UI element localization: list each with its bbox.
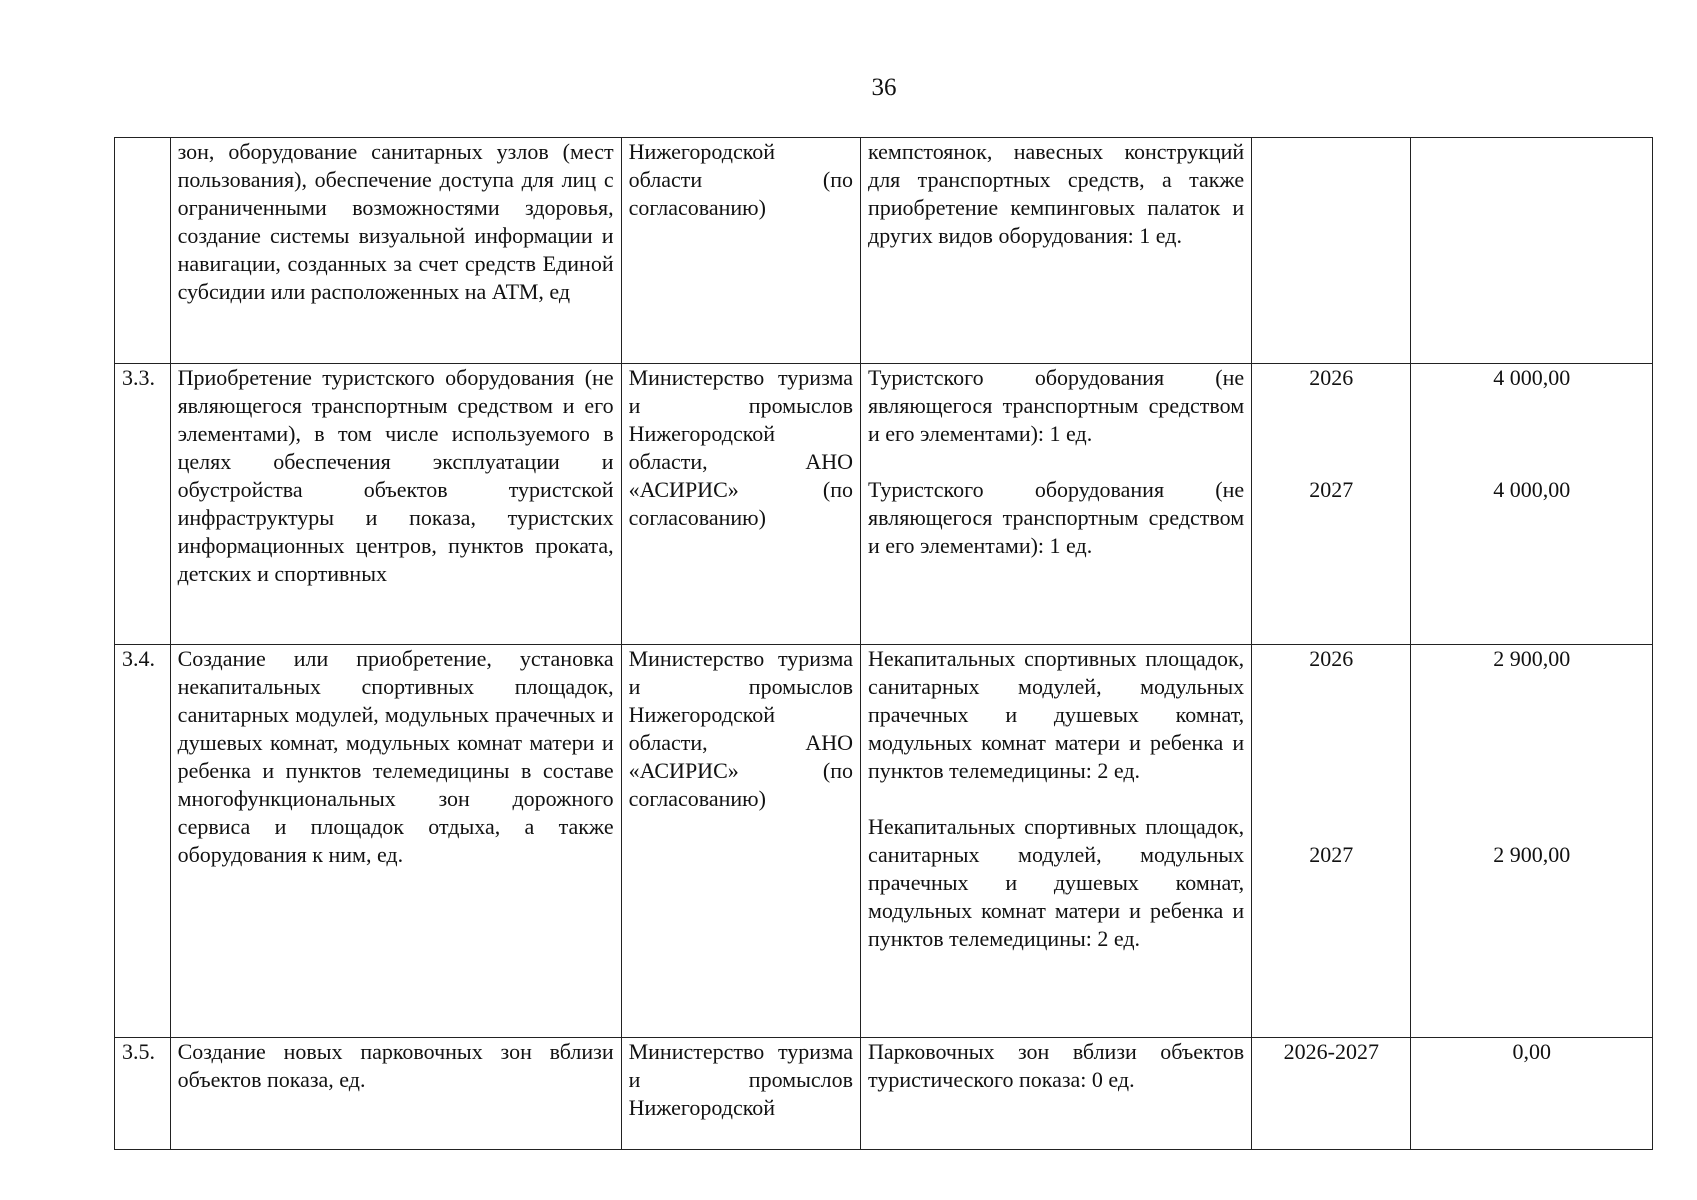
result-cell: [861, 1038, 1252, 1150]
result-text: кемпстоянок, навесных конструкций для транспортных средств, а также приобретение кемпинговых палаток и других видов оборудования: 1 ед.: [868, 139, 1245, 248]
sum-value: 4 000,00: [1493, 365, 1571, 390]
result-text: Некапитальных спортивных площадок, санитарных модулей, модульных прачечных и душевых комнат, модульных комнат матери и ребенка и пунктов телемедицины: 2 ед.: [868, 646, 1245, 783]
sum-cell: [1411, 645, 1653, 1038]
result-cell: [861, 138, 1252, 364]
sum-cell: [1411, 364, 1653, 645]
executor-cell: Министерство туризма и промыслов Нижегородской: [621, 1038, 860, 1150]
page-number: 36: [871, 74, 897, 101]
result-text: Парковочных зон вблизи объектов туристического показа: 0 ед.: [868, 1039, 1245, 1092]
year-cell: [1252, 1038, 1411, 1150]
result-cell: [861, 645, 1252, 1038]
measures-table: [114, 137, 1653, 1150]
year-value: 2026-2027: [1283, 1039, 1379, 1064]
sum-value: 2 900,00: [1493, 842, 1571, 867]
year-value: 2027: [1309, 842, 1354, 867]
activity-cell: Создание новых парковочных зон вблизи объектов показа, ед.: [170, 1038, 621, 1150]
year-value: 2026: [1309, 365, 1354, 390]
sum-value: 2 900,00: [1493, 646, 1571, 671]
activity-cell: Создание или приобретение, установка некапитальных спортивных площадок, санитарных модулей, модульных прачечных и душевых комнат, модульных комнат матери и ребенка и пунктов телемедицины в составе многофункциональных зон дорожного сервиса и площадок отдыха, а также оборудования к ним, ед.: [170, 645, 621, 1038]
executor-cell: Министерство туризма и промыслов Нижегородской области, АНО «АСИРИС» (по согласованию): [621, 645, 860, 1038]
result-cell: [861, 364, 1252, 645]
table-row: [115, 645, 1653, 1038]
sum-value: 4 000,00: [1493, 477, 1571, 502]
year-cell: [1252, 138, 1411, 364]
sum-cell: [1411, 138, 1653, 364]
result-text: Туристского оборудования (не являющегося транспортным средством и его элементами): 1 ед.: [868, 477, 1245, 558]
row-number: 3.3.: [115, 364, 171, 645]
row-number: 3.5.: [115, 1038, 171, 1150]
result-text: Туристского оборудования (не являющегося транспортным средством и его элементами): 1 ед.: [868, 365, 1245, 446]
sum-value: 0,00: [1512, 1039, 1551, 1064]
year-value: 2027: [1309, 477, 1354, 502]
executor-cell: Нижегородской области (по согласованию): [621, 138, 860, 364]
sum-cell: [1411, 1038, 1653, 1150]
table-row: [115, 1038, 1653, 1150]
activity-cell: зон, оборудование санитарных узлов (мест пользования), обеспечение доступа для лиц с ограниченными возможностями здоровья, создание системы визуальной информации и навигации, созданных за счет средств Единой субсидии или расположенных на АТМ, ед: [170, 138, 621, 364]
year-cell: [1252, 364, 1411, 645]
year-value: 2026: [1309, 646, 1354, 671]
row-number: [115, 138, 171, 364]
row-number: 3.4.: [115, 645, 171, 1038]
table-row: [115, 364, 1653, 645]
year-cell: [1252, 645, 1411, 1038]
table-row: [115, 138, 1653, 364]
activity-cell: Приобретение туристского оборудования (не являющегося транспортным средством и его элементами), в том числе используемого в целях обеспечения эксплуатации и обустройства объектов туристской инфраструктуры и показа, туристских информационных центров, пунктов проката, детских и спортивных: [170, 364, 621, 645]
executor-cell: Министерство туризма и промыслов Нижегородской области, АНО «АСИРИС» (по согласованию): [621, 364, 860, 645]
result-text: Некапитальных спортивных площадок, санитарных модулей, модульных прачечных и душевых комнат, модульных комнат матери и ребенка и пунктов телемедицины: 2 ед.: [868, 814, 1245, 951]
